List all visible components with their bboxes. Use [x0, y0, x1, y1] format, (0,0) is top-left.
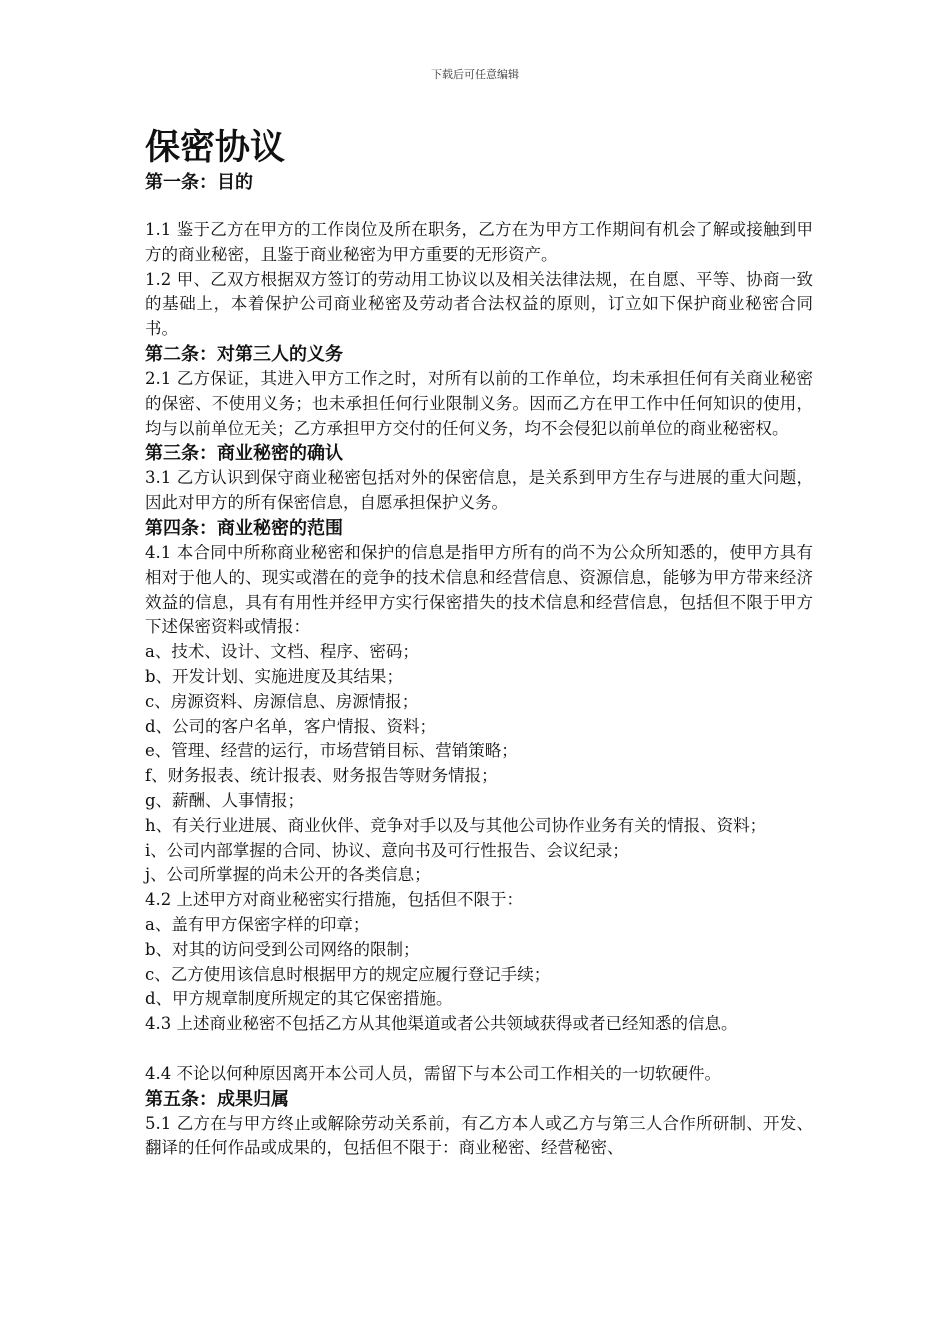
- list-item: g、薪酬、人事情报；: [145, 790, 305, 810]
- paragraph-4-1: 4.1 本合同中所称商业秘密和保护的信息是指甲方所有的尚不为公众所知悉的，使甲方具有相对于他人的、现实或潜在的竞争的技术信息和经营信息、资源信息，能够为甲方带来经济效益的信息，具有有用性并经甲方实行保密措失的技术信息和经营信息，包括但不限于甲方下述保密资料或情报：: [145, 542, 813, 637]
- paragraph-1-2: 1.2 甲、乙双方根据双方签订的劳动用工协议以及相关法律法规，在自愿、平等、协商一致的基础上，本着保护公司商业秘密及劳动者合法权益的原则，订立如下保护商业秘密合同书。: [145, 269, 813, 339]
- list-item: d、甲方规章制度所规定的其它保密措施。: [145, 989, 453, 1009]
- section-heading-3: 第三条：商业秘密的确认: [145, 443, 343, 465]
- blank-line: [145, 1037, 813, 1062]
- list-item: h、有关行业进展、商业伙伴、竞争对手以及与其他公司协作业务有关的情报、资料；: [145, 815, 767, 835]
- header-note: 下载后可任意编辑: [431, 68, 519, 81]
- list-item: a、技术、设计、文档、程序、密码；: [145, 642, 419, 662]
- list-item: c、房源资料、房源信息、房源情报；: [145, 691, 419, 711]
- section-heading-1: 第一条：目的: [145, 172, 253, 193]
- document-body: [145, 126, 813, 1161]
- list-item: c、乙方使用该信息时根据甲方的规定应履行登记手续；: [145, 964, 551, 984]
- list-item: b、对其的访问受到公司网络的限制；: [145, 939, 420, 959]
- document-title: 保密协议: [145, 128, 286, 168]
- list-item: b、开发计划、实施进度及其结果；: [145, 666, 404, 686]
- paragraph-4-4: 4.4 不论以何种原因离开本公司人员，需留下与本公司工作相关的一切软硬件。: [145, 1063, 721, 1083]
- section-heading-5: 第五条：成果归属: [145, 1088, 289, 1110]
- list-item: i、公司内部掌握的合同、协议、意向书及可行性报告、会议纪录；: [145, 840, 629, 860]
- paragraph-4-3: 4.3 上述商业秘密不包括乙方从其他渠道或者公共领域获得或者已经知悉的信息。: [145, 1014, 738, 1034]
- list-item: f、财务报表、统计报表、财务报告等财务情报；: [145, 766, 498, 786]
- paragraph-5-1: 5.1 乙方在与甲方终止或解除劳动关系前，有乙方本人或乙方与第三人合作所研制、开发、翻译的任何作品或成果的，包括但不限于：商业秘密、经营秘密、: [145, 1113, 813, 1158]
- list-item: a、盖有甲方保密字样的印章；: [145, 914, 370, 934]
- list-item: e、管理、经营的运行，市场营销目标、营销策略；: [145, 741, 518, 761]
- paragraph-3-1: 3.1 乙方认识到保守商业秘密包括对外的保密信息，是关系到甲方生存与进展的重大问题，因此对甲方的所有保密信息，自愿承担保护义务。: [145, 468, 813, 513]
- paragraph-1-1: 1.1 鉴于乙方在甲方的工作岗位及所在职务，乙方在为甲方工作期间有机会了解或接触到甲方的商业秘密，且鉴于商业秘密为甲方重要的无形资产。: [145, 220, 813, 264]
- list-item: d、公司的客户名单，客户情报、资料；: [145, 716, 437, 736]
- paragraph-4-2: 4.2 上述甲方对商业秘密实行措施，包括但不限于：: [145, 890, 523, 910]
- paragraph-2-1: 2.1 乙方保证，其进入甲方工作之时，对所有以前的工作单位，均未承担任何有关商业秘密的保密、不使用义务；也未承担任何行业限制义务。因而乙方在甲工作中任何知识的使用，均与以前单位无关；乙方承担甲方交付的任何义务，均不会侵犯以前单位的商业秘密权。: [145, 368, 813, 438]
- section-heading-2: 第二条：对第三人的义务: [145, 343, 343, 365]
- section-heading-4: 第四条：商业秘密的范围: [145, 517, 343, 539]
- list-item: j、公司所掌握的尚未公开的各类信息；: [145, 865, 431, 885]
